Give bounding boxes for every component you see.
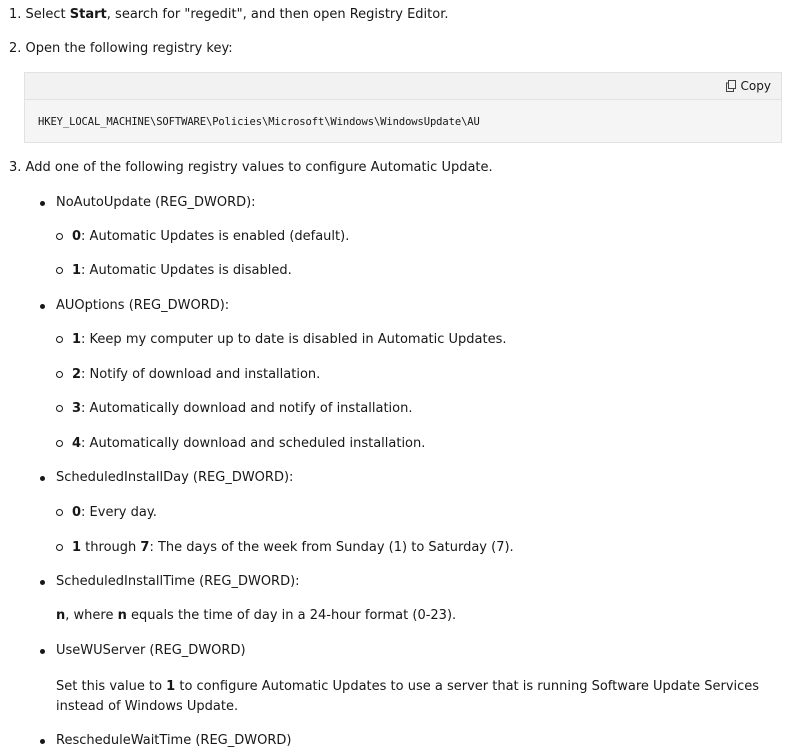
bullet-icon (40, 304, 45, 309)
option-text: through (81, 540, 141, 555)
option-text: : Notify of download and installation. (81, 367, 321, 382)
copy-button[interactable] (723, 77, 773, 95)
circle-bullet-icon (56, 544, 63, 551)
step-1 (9, 6, 449, 24)
step-2 (9, 40, 233, 58)
code-block (24, 72, 782, 143)
value-description: Set this value to 1 to configure Automatic Updates to use a server that is running Software Update Services instead of Windows Update. (56, 679, 760, 714)
option-text: : Automatically download and scheduled installation. (81, 436, 426, 451)
value-label: RescheduleWaitTime (REG_DWORD) (56, 733, 292, 748)
bullet-icon (40, 476, 45, 481)
step-number: 1. (9, 7, 22, 22)
circle-bullet-icon (56, 509, 63, 516)
step-text: , search for "regedit", and then open Registry Editor. (106, 7, 449, 22)
circle-bullet-icon (56, 371, 63, 378)
option-value: 7 (140, 540, 150, 555)
option-text: : Automatically download and notify of installation. (81, 401, 413, 416)
circle-bullet-icon (56, 336, 63, 343)
value-label: AUOptions (REG_DWORD): (56, 298, 230, 313)
option-value: 1 (72, 263, 82, 278)
option-text: : Automatic Updates is disabled. (81, 263, 292, 278)
copy-icon (725, 80, 737, 92)
option-value: 1 (72, 332, 82, 347)
option-value: 0 (72, 229, 82, 244)
step-text: Open the following registry key: (25, 41, 233, 56)
step-number: 2. (9, 41, 22, 56)
option-text: : Every day. (81, 505, 157, 520)
value-label: UseWUServer (REG_DWORD) (56, 643, 246, 658)
circle-bullet-icon (56, 267, 63, 274)
circle-bullet-icon (56, 405, 63, 412)
copy-label: Copy (740, 79, 771, 93)
step-3 (9, 159, 493, 177)
option-value: 1 (72, 540, 82, 555)
circle-bullet-icon (56, 233, 63, 240)
option-text: : Automatic Updates is enabled (default). (81, 229, 350, 244)
bullet-icon (40, 649, 45, 654)
step-text: Select (25, 7, 70, 22)
option-value: 4 (72, 436, 82, 451)
registry-key-path: HKEY_LOCAL_MACHINE\SOFTWARE\Policies\Microsoft\Windows\WindowsUpdate\AU (38, 116, 480, 128)
option-text: : Keep my computer up to date is disabled in Automatic Updates. (81, 332, 507, 347)
step-text: Add one of the following registry values to configure Automatic Update. (25, 160, 493, 175)
bullet-icon (40, 739, 45, 744)
option-value: 3 (72, 401, 82, 416)
bullet-icon (40, 580, 45, 585)
bullet-icon (40, 201, 45, 206)
value-label: ScheduledInstallTime (REG_DWORD): (56, 574, 300, 589)
step-number: 3. (9, 160, 22, 175)
value-label: NoAutoUpdate (REG_DWORD): (56, 195, 256, 210)
value-description: n, where n equals the time of day in a 24-hour format (0-23). (56, 608, 457, 623)
option-text: : The days of the week from Sunday (1) to Saturday (7). (149, 540, 514, 555)
option-value: 0 (72, 505, 82, 520)
value-label: ScheduledInstallDay (REG_DWORD): (56, 470, 294, 485)
code-header (25, 73, 781, 100)
circle-bullet-icon (56, 440, 63, 447)
option-value: 2 (72, 367, 82, 382)
start-keyword: Start (69, 7, 107, 22)
